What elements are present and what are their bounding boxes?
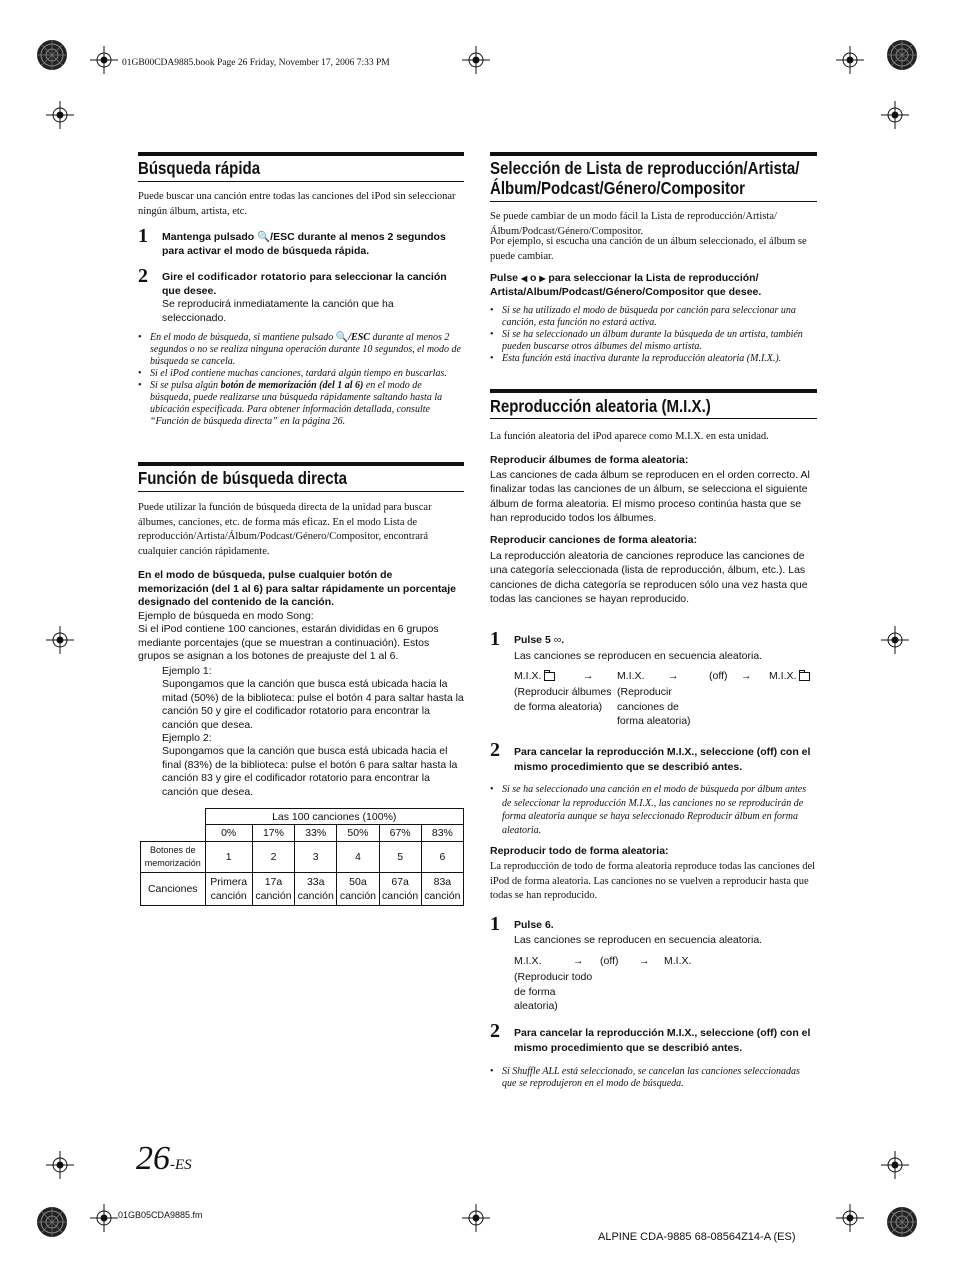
mix-songs-step2: Para cancelar la reproducción M.I.X., seleccione (off) con el mismo procedimiento que se describió antes. bbox=[514, 746, 811, 773]
footer-file: 01GB05CDA9885.fm bbox=[118, 1210, 203, 1220]
section-title-direct-search: Función de búsqueda directa bbox=[138, 468, 348, 488]
note: • Esta función está inactiva durante la reproducción aleatoria (M.I.X.). bbox=[490, 353, 815, 365]
search-icon: 🔍 bbox=[257, 231, 271, 243]
folder-icon bbox=[799, 672, 810, 681]
mix-intro: La función aleatoria del iPod aparece como M.I.X. en esta unidad. bbox=[490, 431, 769, 442]
step-number: 1 bbox=[490, 628, 500, 650]
selection-instruction: Pulse ◀ o ▶ para seleccionar la Lista de reproducción/ Artista/Album/Podcast/Género/Compositor que desee. bbox=[490, 272, 762, 298]
seq-mix-album: M.I.X. bbox=[769, 669, 810, 684]
seq-mix-song: M.I.X. bbox=[617, 670, 645, 682]
section-title-mix: Reproducción aleatoria (M.I.X.) bbox=[490, 396, 711, 416]
shuffle-icon: ∞ bbox=[553, 634, 562, 646]
left-arrow-icon: ◀ bbox=[520, 274, 528, 283]
song-cell: 50a canción bbox=[337, 873, 379, 906]
selection-notes bbox=[490, 305, 815, 365]
section-bar bbox=[490, 152, 817, 156]
note: • Si se ha utilizado el modo de búsqueda por canción para seleccionar una canción, esta función no estará activa. bbox=[490, 305, 815, 329]
quick-search-step1: Mantenga pulsado 🔍/ESC durante al menos 2 segundos para activar el modo de búsqueda rápida. bbox=[162, 231, 446, 257]
note: • En el modo de búsqueda, si mantiene pulsado 🔍/ESC durante al menos 2 segundos o no se realiza ninguna operación durante 10 segundos, el modo de búsqueda se cancela. bbox=[138, 332, 462, 368]
example-text: Si el iPod contiene 100 canciones, estarán divididas en 6 grupos mediante porcentajes (que se muestran a continuación). Estos grupos se asignan a los botones de preajuste del 1 al 6. bbox=[138, 623, 439, 662]
example2-text: Supongamos que la canción que busca está ubicada hacia el final (83%) de la biblioteca: pulse el botón 6 para saltar hasta la canción 83 y gire el codificador rotatorio para encontrar la canción que desea. bbox=[162, 745, 458, 798]
seq-mix: M.I.X. bbox=[664, 955, 692, 967]
song-cell: 17a canción bbox=[252, 873, 294, 906]
row-label-songs: Canciones bbox=[141, 873, 206, 906]
mix-all-step2: Para cancelar la reproducción M.I.X., seleccione (off) con el mismo procedimiento que se describió antes. bbox=[514, 1027, 811, 1054]
seq-mix-album: M.I.X. bbox=[514, 669, 555, 684]
mix-all-step1-sub: Las canciones se reproducen en secuencia aleatoria. bbox=[514, 934, 763, 946]
footer-model: ALPINE CDA-9885 68-08564Z14-A (ES) bbox=[598, 1231, 796, 1243]
seq-desc-all: (Reproducir todo de forma aleatoria) bbox=[514, 971, 593, 1012]
quick-search-intro: Puede buscar una canción entre todas las canciones del iPod sin seleccionar ningún álbum, artista, etc. bbox=[138, 191, 456, 217]
section-rule bbox=[138, 491, 464, 492]
mix-songs-step1: Pulse 5 ∞. bbox=[514, 634, 565, 646]
seq-off: (off) bbox=[709, 670, 728, 682]
note: • Si el iPod contiene muchas canciones, tardará algún tiempo en buscarlas. bbox=[138, 368, 462, 380]
search-icon: 🔍 bbox=[335, 332, 349, 343]
example2-label: Ejemplo 2: bbox=[162, 732, 212, 744]
button-cell: 3 bbox=[295, 842, 337, 873]
folder-icon bbox=[544, 672, 555, 681]
example1-label: Ejemplo 1: bbox=[162, 665, 212, 677]
mix-songs-step1-sub: Las canciones se reproducen en secuencia aleatoria. bbox=[514, 650, 763, 662]
section-bar bbox=[138, 462, 464, 466]
step-number: 1 bbox=[490, 913, 500, 935]
song-cell: Primera canción bbox=[205, 873, 252, 906]
direct-search-intro: Puede utilizar la función de búsqueda directa de la unidad para buscar álbumes, canciones, etc. de forma más eficaz. En el modo Lista de reproducción/Artista/Álbum/Podcast/Género/Compositor, encontrará cualquier canción rápidamente. bbox=[138, 502, 432, 557]
mix-album-text: Las canciones de cada álbum se reproducen en el orden correcto. Al finalizar todas las canciones de un álbum, se selecciona el siguiente álbum de forma aleatoria. El mismo proceso continúa hasta que se han reproducido todos los álbumes. bbox=[490, 469, 810, 524]
seq-arrow: → bbox=[639, 955, 650, 967]
percent-cell: 33% bbox=[295, 825, 337, 842]
seq-arrow: → bbox=[668, 670, 679, 682]
mix-all-step1: Pulse 6. bbox=[514, 919, 554, 931]
example-intro: Ejemplo de búsqueda en modo Song: bbox=[138, 610, 314, 622]
seq-off: (off) bbox=[600, 955, 619, 967]
seq-arrow: → bbox=[583, 670, 594, 682]
seq-desc-song: (Reproducir canciones de forma aleatoria) bbox=[617, 686, 691, 727]
section-bar bbox=[490, 389, 817, 393]
seq-desc-album: (Reproducir álbumes de forma aleatoria) bbox=[514, 686, 612, 713]
button-cell: 4 bbox=[337, 842, 379, 873]
mix-album-title: Reproducir álbumes de forma aleatoria: bbox=[490, 454, 689, 466]
percent-cell: 17% bbox=[252, 825, 294, 842]
song-cell: 33a canción bbox=[295, 873, 337, 906]
mix-songs-title: Reproducir canciones de forma aleatoria: bbox=[490, 534, 698, 546]
section-title-quick-search: Búsqueda rápida bbox=[138, 158, 261, 178]
note: • Si se ha seleccionado una canción en el modo de búsqueda por álbum antes de seleccionar la reproducción M.I.X., las canciones no se reproducirán de forma aleatoria aunque se haya seleccionado Reproducir álbum en forma aleatoria. bbox=[490, 783, 816, 837]
button-cell: 2 bbox=[252, 842, 294, 873]
selection-intro2: Por ejemplo, si escucha una canción de un álbum seleccionado, el álbum se puede cambiar. bbox=[490, 236, 807, 262]
section-title-selection-line1: Selección de Lista de reproducción/Artista/ bbox=[490, 158, 800, 178]
quick-search-notes bbox=[138, 332, 462, 428]
mix-all-text: La reproducción de todo de forma aleatoria reproduce todas las canciones del iPod de forma aleatoria. Las canciones no se vuelven a reproducir hasta que todas se han reproducido. bbox=[490, 861, 816, 901]
quick-search-step2: Gire el codificador rotatorio para seleccionar la canción que desee. bbox=[162, 271, 447, 297]
selection-intro: Se puede cambiar de un modo fácil la Lista de reproducción/Artista/Álbum/Podcast/Género/Compositor. bbox=[490, 211, 777, 237]
percent-cell: 83% bbox=[421, 825, 463, 842]
percent-cell: 0% bbox=[205, 825, 252, 842]
page-number: 26-ES bbox=[136, 1140, 192, 1177]
mix-all-notes bbox=[490, 1066, 816, 1090]
example1-text: Supongamos que la canción que busca está ubicada hacia la mitad (50%) de la biblioteca: pulse el botón 4 para saltar hasta la canción 50 y gire el codificador rotatorio para encontrar la canción que desea. bbox=[162, 678, 464, 731]
button-cell: 1 bbox=[205, 842, 252, 873]
mix-songs-notes bbox=[490, 783, 816, 837]
section-rule bbox=[490, 418, 817, 419]
step-number: 2 bbox=[490, 739, 500, 761]
section-rule bbox=[490, 201, 817, 202]
seq-arrow: → bbox=[741, 670, 752, 682]
mix-all-title: Reproducir todo de forma aleatoria: bbox=[490, 845, 669, 857]
seq-mix: M.I.X. bbox=[514, 955, 542, 967]
percentage-table bbox=[140, 808, 464, 906]
percent-cell: 50% bbox=[337, 825, 379, 842]
button-cell: 5 bbox=[379, 842, 421, 873]
note: • Si se pulsa algún botón de memorización (del 1 al 6) en el modo de búsqueda, puede realizarse una búsqueda rápidamente saltando hasta la ubicación especificada. Para obtener información detallada, consulte “Función de búsqueda directa” en la página 26. bbox=[138, 380, 462, 428]
step-number: 2 bbox=[138, 265, 148, 287]
row-label-buttons: Botones de memorización bbox=[141, 842, 206, 873]
quick-search-step2-sub: Se reproducirá inmediatamente la canción que ha seleccionado. bbox=[162, 298, 394, 324]
section-bar bbox=[138, 152, 464, 156]
mix-songs-text: La reproducción aleatoria de canciones reproduce las canciones de una categoría seleccionada (lista de reproducción, álbum, etc.). Las canciones de dicha categoría se reproducen sólo una vez hasta que todas las canciones se hayan reproducido. bbox=[490, 550, 808, 605]
note: • Si Shuffle ALL está seleccionado, se cancelan las canciones seleccionadas que se reprodujeron en el modo de búsqueda. bbox=[490, 1066, 816, 1090]
song-cell: 83a canción bbox=[421, 873, 463, 906]
step-number: 2 bbox=[490, 1020, 500, 1042]
seq-arrow: → bbox=[573, 955, 584, 967]
button-cell: 6 bbox=[421, 842, 463, 873]
table-header: Las 100 canciones (100%) bbox=[205, 809, 464, 825]
direct-search-instruction: En el modo de búsqueda, pulse cualquier botón de memorización (del 1 al 6) para saltar rápidamente un porcentaje designado del contenido de la canción. bbox=[138, 569, 457, 608]
note: • Si se ha seleccionado un álbum durante la búsqueda de un artista, también pueden buscarse otros álbumes del mismo artista. bbox=[490, 329, 815, 353]
percent-cell: 67% bbox=[379, 825, 421, 842]
section-title-selection-line2: Álbum/Podcast/Género/Compositor bbox=[490, 178, 746, 198]
section-rule bbox=[138, 181, 464, 182]
right-arrow-icon: ▶ bbox=[539, 274, 546, 283]
song-cell: 67a canción bbox=[379, 873, 421, 906]
file-info: 01GB00CDA9885.book Page 26 Friday, November 17, 2006 7:33 PM bbox=[122, 58, 390, 68]
step-number: 1 bbox=[138, 225, 148, 247]
